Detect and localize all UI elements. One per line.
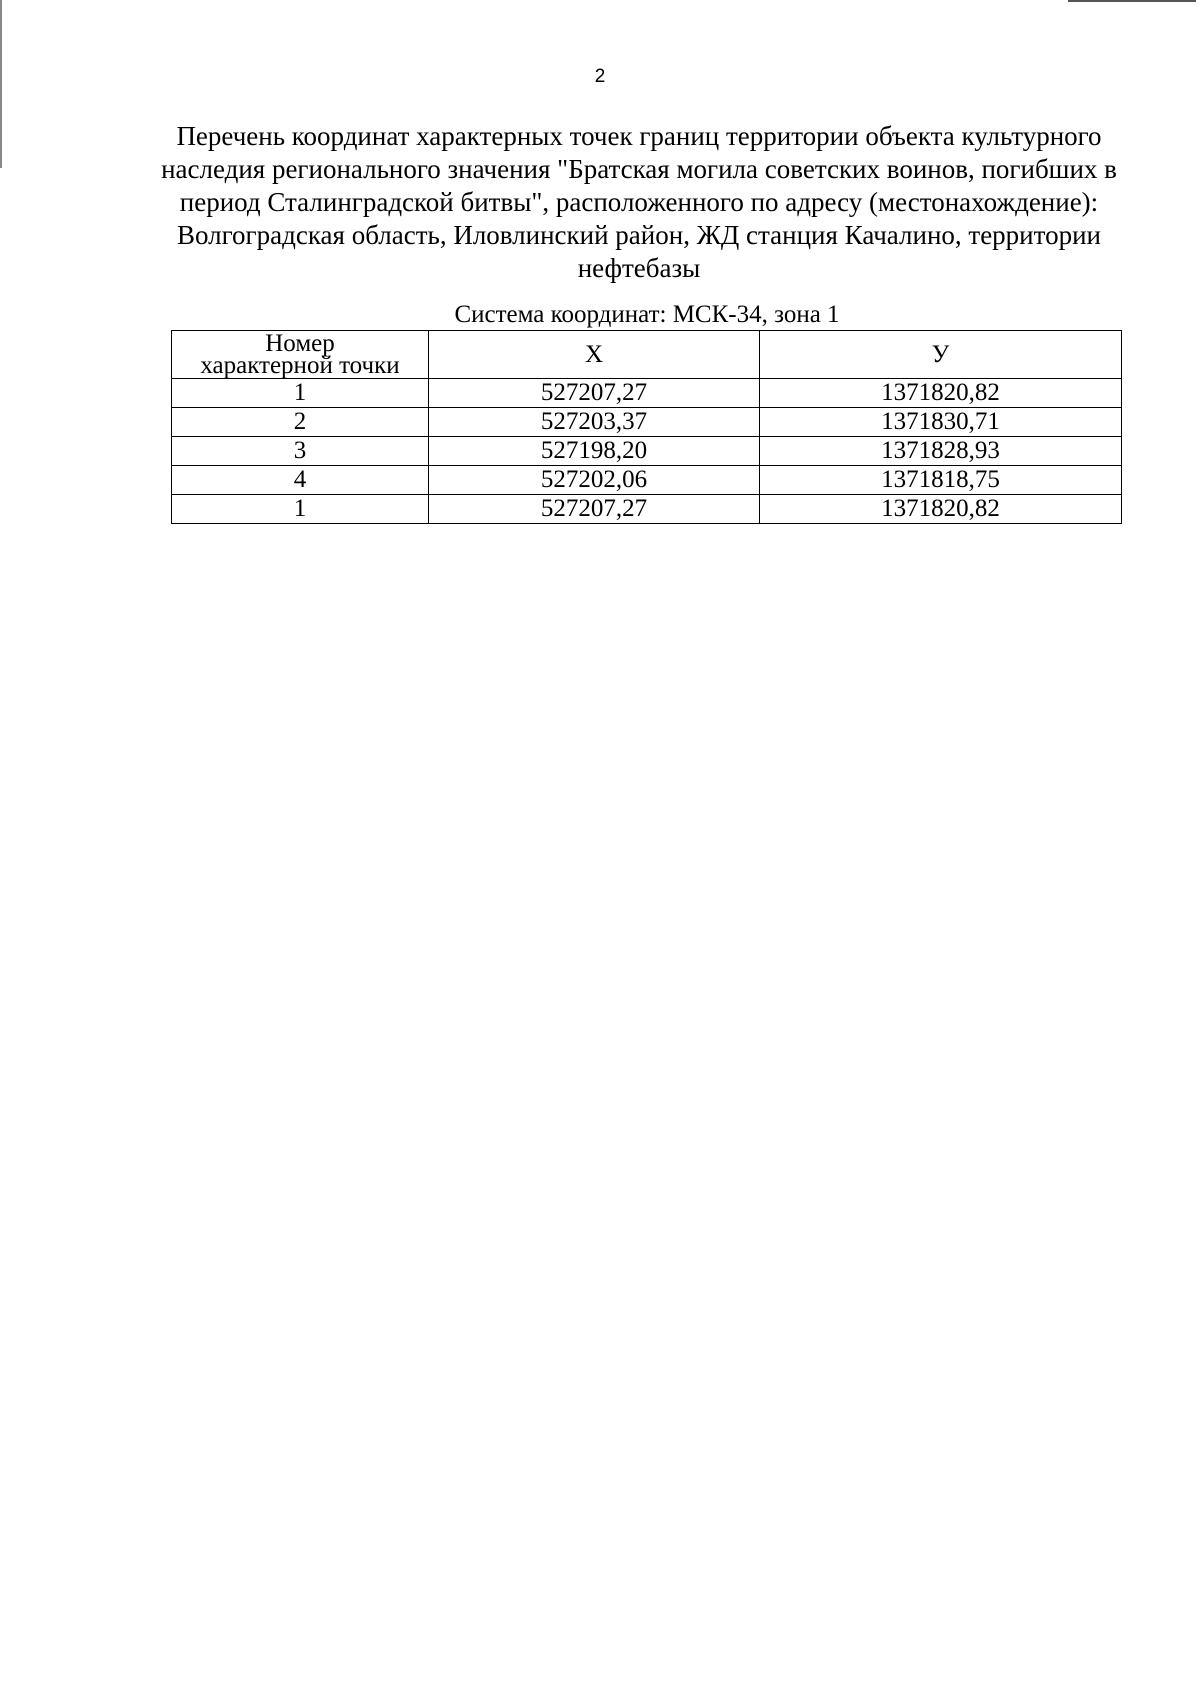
cell-y: 1371820,82 <box>760 379 1122 408</box>
cell-y: 1371818,75 <box>760 466 1122 495</box>
document-title: Перечень координат характерных точек границ территории объекта культурного наследия регионального значения "Братская могила советских воинов, погибших в период Сталинградской битвы", расположенного по адресу (местонахождение): Волгоградская область, Иловлинский район, ЖД станция Качалино, территории нефтебазы <box>161 121 1117 283</box>
table-row <box>172 466 1122 495</box>
table-header-row <box>172 331 1122 379</box>
header-x: X <box>429 331 760 379</box>
table-row <box>172 379 1122 408</box>
cell-x: 527198,20 <box>429 437 760 466</box>
page-number: 2 <box>594 66 606 87</box>
cell-y: 1371830,71 <box>760 408 1122 437</box>
header-point-number-line1: Номер <box>265 329 335 357</box>
cell-point: 1 <box>172 379 429 408</box>
header-point-number <box>172 331 429 379</box>
cell-point: 2 <box>172 408 429 437</box>
cell-x: 527203,37 <box>429 408 760 437</box>
table-row <box>172 408 1122 437</box>
cell-x: 527207,27 <box>429 379 760 408</box>
cell-y: 1371820,82 <box>760 495 1122 524</box>
header-point-number-line2: характерной точки <box>200 351 400 379</box>
cell-x: 527202,06 <box>429 466 760 495</box>
cell-y: 1371828,93 <box>760 437 1122 466</box>
cell-point: 1 <box>172 495 429 524</box>
coordinates-table <box>171 330 1122 524</box>
cell-point: 4 <box>172 466 429 495</box>
table-row <box>172 437 1122 466</box>
coordinate-system-caption: Система координат: МСК-34, зона 1 <box>454 301 840 328</box>
cell-x: 527207,27 <box>429 495 760 524</box>
header-y: У <box>760 331 1122 379</box>
scan-edge-mark <box>1068 0 1196 2</box>
cell-point: 3 <box>172 437 429 466</box>
table-row <box>172 495 1122 524</box>
